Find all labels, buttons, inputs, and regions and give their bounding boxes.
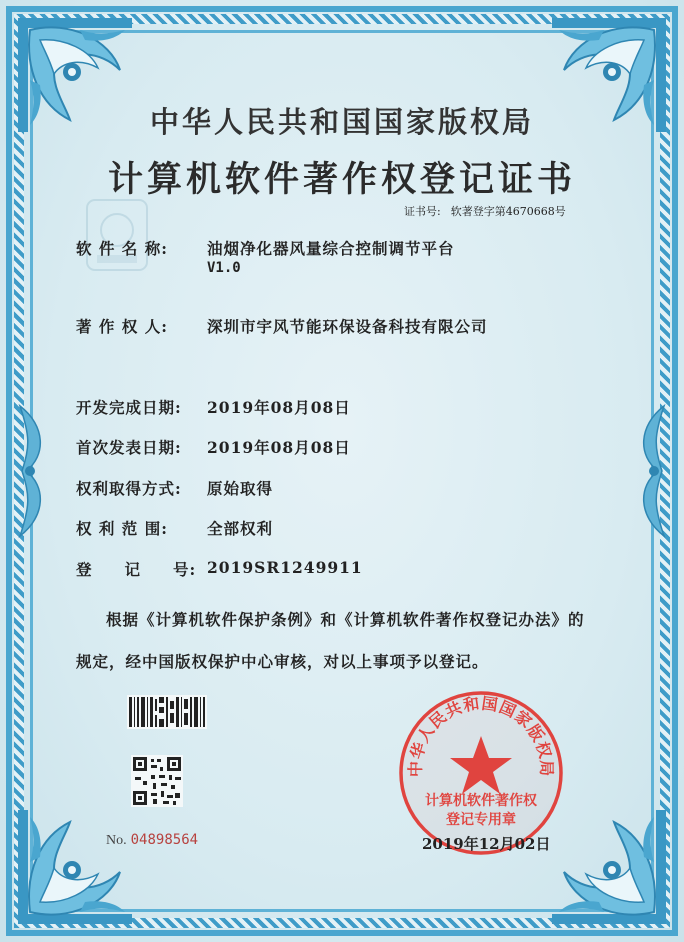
dev-date-label: 开发完成日期:	[76, 398, 182, 417]
watermark-emblem-icon	[82, 195, 152, 275]
owner-value: 深圳市宇风节能环保设备科技有限公司	[207, 317, 488, 336]
registration-no-value: 2019SR1249911	[207, 558, 363, 577]
software-name-label: 软 件 名 称:	[76, 239, 168, 258]
dev-date-value: 2019年08月08日	[207, 398, 351, 417]
acquire-method-label: 权利取得方式:	[76, 479, 182, 498]
seal-line-1: 计算机软件著作权	[425, 793, 537, 809]
statement-line-2: 规定，经中国版权保护中心审核，对以上事项予以登记。	[76, 652, 489, 671]
seal-line-2: 登记专用章	[446, 812, 516, 828]
certificate-number	[404, 203, 566, 219]
pub-date-label: 首次发表日期:	[76, 438, 182, 457]
certificate-title: 计算机软件著作权登记证书	[107, 159, 576, 200]
corner-ornament	[10, 802, 140, 932]
statement-line-1: 根据《计算机软件保护条例》和《计算机软件著作权登记办法》的	[106, 610, 585, 629]
owner-label: 著 作 权 人:	[76, 317, 168, 336]
registration-no-label: 登 记 号:	[76, 560, 197, 579]
rights-scope-label: 权 利 范 围:	[76, 519, 168, 538]
pub-date-value: 2019年08月08日	[207, 438, 351, 457]
issue-date: 2019年12月02日	[422, 835, 551, 853]
side-ornament	[628, 396, 668, 546]
software-version: V1.0	[207, 260, 241, 276]
serial-number	[106, 832, 198, 849]
side-ornament	[16, 396, 56, 546]
software-name-value: 油烟净化器风量综合控制调节平台	[207, 239, 455, 258]
rights-scope-value: 全部权利	[207, 519, 274, 538]
certificate-number-label: 证书号:	[404, 205, 441, 218]
serial-prefix: No.	[106, 833, 127, 848]
svg-text:中华人民共和国国家版权局: 中华人民共和国国家版权局	[405, 693, 557, 778]
qr-code-icon	[131, 755, 183, 807]
barcode-icon	[127, 695, 207, 729]
issuing-authority: 中华人民共和国国家版权局	[149, 105, 534, 139]
acquire-method-value: 原始取得	[207, 479, 274, 498]
serial-value: 04898564	[130, 832, 199, 848]
certificate-number-value: 软著登字第4670668号	[450, 205, 566, 218]
